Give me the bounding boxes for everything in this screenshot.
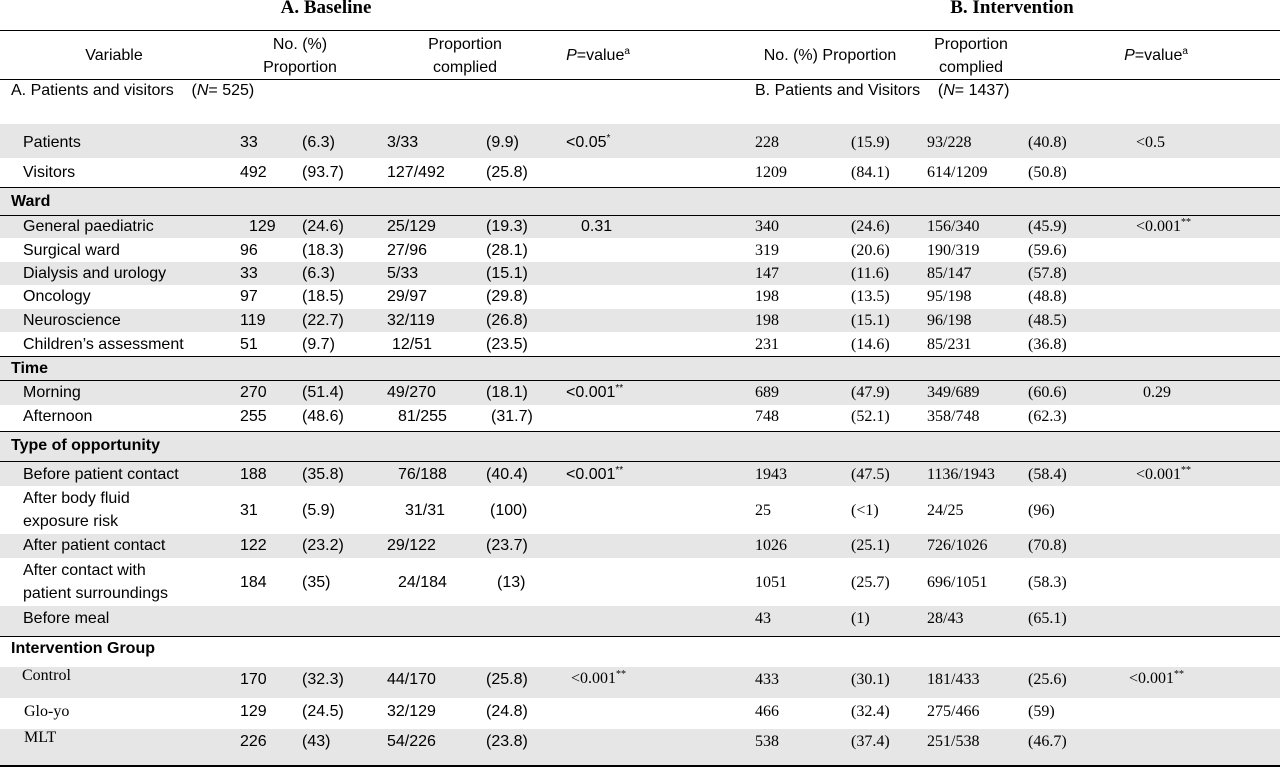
value-count: 33 bbox=[240, 134, 258, 151]
value-complied: 349/689 bbox=[927, 384, 980, 401]
p-value-intervention: <0.001** bbox=[1136, 465, 1192, 483]
row-label: Morning bbox=[23, 384, 81, 401]
value-complied-percent: (26.8) bbox=[486, 312, 528, 329]
value-complied-percent: (48.8) bbox=[1028, 288, 1067, 305]
value-count: 170 bbox=[240, 671, 267, 688]
value-count: 1026 bbox=[755, 537, 787, 554]
value-count: 122 bbox=[240, 537, 267, 554]
value-percent: (47.9) bbox=[851, 384, 890, 401]
value-count: 97 bbox=[240, 288, 258, 305]
value-percent: (51.4) bbox=[302, 384, 344, 401]
value-count: 33 bbox=[240, 265, 258, 282]
value-percent: (15.9) bbox=[851, 134, 890, 151]
row-label: After patient contact bbox=[23, 537, 166, 554]
value-complied-percent: (48.5) bbox=[1028, 312, 1067, 329]
value-complied-percent: (13) bbox=[497, 574, 526, 591]
value-percent: (11.6) bbox=[851, 265, 890, 282]
value-complied: 358/748 bbox=[927, 408, 980, 425]
value-count: 119 bbox=[240, 312, 266, 329]
group-b-label: B. Patients and Visitors (N= 1437) bbox=[755, 82, 1010, 99]
value-percent: (24.5) bbox=[302, 703, 344, 720]
rule-header bbox=[0, 79, 1280, 80]
rule-type-sub bbox=[0, 461, 1280, 462]
value-percent: (25.1) bbox=[851, 537, 890, 554]
value-complied-percent: (40.4) bbox=[486, 466, 528, 483]
value-count: 492 bbox=[240, 164, 267, 181]
value-complied-percent: (24.8) bbox=[486, 703, 528, 720]
value-complied: 251/538 bbox=[927, 733, 980, 750]
value-complied-percent: (23.7) bbox=[486, 537, 528, 554]
value-percent: (1) bbox=[851, 610, 870, 627]
rule-top bbox=[0, 30, 1280, 31]
group-a-label: A. Patients and visitors (N= 525) bbox=[11, 82, 255, 99]
value-complied-percent: (36.8) bbox=[1028, 336, 1067, 353]
value-count: 538 bbox=[755, 733, 779, 750]
row-band-after-contact bbox=[0, 534, 1280, 558]
value-percent: (14.6) bbox=[851, 336, 890, 353]
p-value-intervention: <0.001** bbox=[1136, 217, 1192, 235]
value-complied: 44/170 bbox=[387, 671, 436, 688]
value-complied-percent: (45.9) bbox=[1028, 218, 1067, 235]
row-band-mlt bbox=[0, 729, 1280, 765]
value-complied-percent: (70.8) bbox=[1028, 537, 1067, 554]
row-band-gen-paed bbox=[0, 216, 1280, 238]
value-complied: 96/198 bbox=[927, 312, 972, 329]
value-count: 188 bbox=[240, 466, 267, 483]
row-label: patient surroundings bbox=[23, 585, 168, 602]
row-label: Before meal bbox=[23, 610, 110, 627]
value-complied: 32/119 bbox=[387, 312, 435, 329]
row-label: Oncology bbox=[23, 288, 91, 305]
row-label: General paediatric bbox=[23, 218, 154, 235]
value-count: 51 bbox=[240, 336, 258, 353]
value-count: 466 bbox=[755, 703, 779, 720]
value-complied: 76/188 bbox=[398, 466, 447, 483]
value-complied: 28/43 bbox=[927, 610, 964, 627]
value-complied: 31/31 bbox=[405, 502, 446, 519]
value-percent: (48.6) bbox=[302, 408, 344, 425]
value-percent: (9.7) bbox=[302, 336, 335, 353]
p-value-baseline: 0.31 bbox=[581, 218, 613, 235]
header-variable: Variable bbox=[85, 47, 143, 64]
value-percent: (47.5) bbox=[851, 466, 890, 483]
p-value-baseline: <0.001** bbox=[566, 383, 624, 401]
value-complied: 32/129 bbox=[387, 703, 436, 720]
row-label: Surgical ward bbox=[23, 242, 120, 259]
row-label: Glo-yo bbox=[24, 703, 70, 720]
header-baseline-no: No. (%) Proportion bbox=[263, 36, 337, 76]
value-count: 1209 bbox=[755, 164, 787, 181]
value-complied-percent: (29.8) bbox=[486, 288, 528, 305]
value-complied: 93/228 bbox=[927, 134, 972, 151]
value-complied-percent: (9.9) bbox=[486, 134, 519, 151]
value-complied: 696/1051 bbox=[927, 574, 988, 591]
value-percent: (6.3) bbox=[302, 134, 335, 151]
value-count: 228 bbox=[755, 134, 779, 151]
value-complied: 27/96 bbox=[387, 242, 428, 259]
value-complied-percent: (46.7) bbox=[1028, 733, 1067, 750]
value-complied: 275/466 bbox=[927, 703, 980, 720]
value-complied: 181/433 bbox=[927, 671, 980, 688]
value-complied: 127/492 bbox=[387, 164, 445, 181]
value-complied: 190/319 bbox=[927, 242, 980, 259]
p-value-intervention: 0.29 bbox=[1143, 384, 1171, 401]
p-value-intervention: <0.001** bbox=[1129, 669, 1185, 687]
value-count: 198 bbox=[755, 312, 779, 329]
p-value-baseline: <0.001** bbox=[566, 465, 624, 483]
value-percent: (18.3) bbox=[302, 242, 344, 259]
value-percent: (37.4) bbox=[851, 733, 890, 750]
section-ward: Ward bbox=[11, 193, 51, 210]
value-complied-percent: (65.1) bbox=[1028, 610, 1067, 627]
value-count: 340 bbox=[755, 218, 779, 235]
value-complied: 156/340 bbox=[927, 218, 980, 235]
value-complied-percent: (62.3) bbox=[1028, 408, 1067, 425]
row-label: After contact with bbox=[23, 562, 146, 579]
value-percent: (43) bbox=[302, 733, 331, 750]
value-complied: 54/226 bbox=[387, 733, 436, 750]
value-count: 25 bbox=[755, 502, 771, 519]
p-value-baseline: <0.05* bbox=[566, 133, 611, 151]
value-percent: (32.3) bbox=[302, 671, 344, 688]
value-percent: (93.7) bbox=[302, 164, 344, 181]
value-complied-percent: (58.4) bbox=[1028, 466, 1067, 483]
row-label: Before patient contact bbox=[23, 466, 179, 483]
value-percent: (35) bbox=[302, 574, 331, 591]
value-percent: (13.5) bbox=[851, 288, 890, 305]
section-time: Time bbox=[11, 360, 49, 377]
header-intervention-p: P=value$^a$ bbox=[1124, 46, 1188, 64]
value-complied: 49/270 bbox=[387, 384, 436, 401]
value-percent: (30.1) bbox=[851, 671, 890, 688]
value-complied-percent: (18.1) bbox=[486, 384, 528, 401]
value-complied-percent: (28.1) bbox=[486, 242, 528, 259]
value-complied-percent: (59) bbox=[1028, 703, 1055, 720]
value-percent: (5.9) bbox=[302, 502, 335, 519]
value-complied-percent: (58.3) bbox=[1028, 574, 1067, 591]
value-complied: 24/25 bbox=[927, 502, 964, 519]
value-complied: 5/33 bbox=[387, 265, 419, 282]
row-label: Visitors bbox=[23, 164, 76, 181]
value-percent: (52.1) bbox=[851, 408, 890, 425]
header-intervention-no: No. (%) Proportion bbox=[763, 47, 897, 64]
value-percent: (84.1) bbox=[851, 164, 890, 181]
value-count: 255 bbox=[240, 408, 267, 425]
section-type: Type of opportunity bbox=[11, 437, 161, 454]
value-percent: (25.7) bbox=[851, 574, 890, 591]
value-count: 689 bbox=[755, 384, 779, 401]
value-complied-percent: (60.6) bbox=[1028, 384, 1067, 401]
value-complied: 726/1026 bbox=[927, 537, 988, 554]
value-percent: (24.6) bbox=[851, 218, 890, 235]
value-percent: (22.7) bbox=[302, 312, 344, 329]
value-count: 1051 bbox=[755, 574, 787, 591]
rule-ward bbox=[0, 187, 1280, 188]
value-complied: 85/231 bbox=[927, 336, 972, 353]
value-count: 226 bbox=[240, 733, 267, 750]
header-intervention-complied: Proportion complied bbox=[934, 36, 1008, 76]
value-count: 129 bbox=[249, 218, 276, 235]
value-count: 1943 bbox=[755, 466, 787, 483]
baseline-title: A. Baseline bbox=[280, 0, 372, 18]
value-complied-percent: (23.5) bbox=[486, 336, 528, 353]
value-complied-percent: (23.8) bbox=[486, 733, 528, 750]
value-complied: 85/147 bbox=[927, 265, 972, 282]
row-band-time bbox=[0, 357, 1280, 380]
value-count: 96 bbox=[240, 242, 258, 259]
value-complied-percent: (19.3) bbox=[486, 218, 528, 235]
value-count: 184 bbox=[240, 574, 267, 591]
value-complied-percent: (15.1) bbox=[486, 265, 528, 282]
rule-time-sub bbox=[0, 380, 1280, 381]
p-value-baseline: <0.001** bbox=[571, 669, 627, 687]
row-band-patients bbox=[0, 124, 1280, 158]
rule-time bbox=[0, 356, 1280, 357]
value-complied-percent: (25.8) bbox=[486, 671, 528, 688]
value-percent: (<1) bbox=[851, 502, 879, 519]
header-baseline-p: P=value$^a$ bbox=[566, 46, 630, 64]
value-complied-percent: (25.8) bbox=[486, 164, 528, 181]
row-band-before-contact bbox=[0, 462, 1280, 486]
row-label: After body fluid bbox=[23, 490, 130, 507]
value-complied: 29/122 bbox=[387, 537, 436, 554]
intervention-title: B. Intervention bbox=[950, 0, 1074, 18]
value-complied: 24/184 bbox=[398, 574, 447, 591]
row-label: Control bbox=[22, 667, 71, 684]
value-percent: (35.8) bbox=[302, 466, 344, 483]
header-baseline-complied: Proportion complied bbox=[428, 36, 502, 76]
row-band-dialysis bbox=[0, 262, 1280, 285]
value-percent: (18.5) bbox=[302, 288, 344, 305]
value-complied-percent: (57.8) bbox=[1028, 265, 1067, 282]
value-count: 129 bbox=[240, 703, 267, 720]
section-intervention-group: Intervention Group bbox=[11, 640, 155, 657]
row-band-type bbox=[0, 432, 1280, 461]
row-band-before-meal bbox=[0, 606, 1280, 636]
value-complied-percent: (100) bbox=[490, 502, 528, 519]
row-label: Afternoon bbox=[23, 408, 93, 425]
row-label: Dialysis and urology bbox=[23, 265, 167, 282]
value-count: 198 bbox=[755, 288, 779, 305]
rule-ward-sub bbox=[0, 215, 1280, 216]
value-complied: 25/129 bbox=[387, 218, 436, 235]
p-value-intervention: <0.5 bbox=[1136, 134, 1166, 151]
value-complied: 29/97 bbox=[387, 288, 428, 305]
value-count: 748 bbox=[755, 408, 779, 425]
value-complied-percent: (59.6) bbox=[1028, 242, 1067, 259]
row-band-control bbox=[0, 667, 1280, 698]
value-percent: (6.3) bbox=[302, 265, 335, 282]
row-band-ward bbox=[0, 188, 1280, 215]
row-label: Children’s assessment bbox=[23, 336, 184, 353]
value-complied: 95/198 bbox=[927, 288, 972, 305]
value-complied-percent: (96) bbox=[1028, 502, 1055, 519]
value-complied-percent: (50.8) bbox=[1028, 164, 1067, 181]
value-complied: 3/33 bbox=[387, 134, 419, 151]
value-complied-percent: (40.8) bbox=[1028, 134, 1067, 151]
value-percent: (23.2) bbox=[302, 537, 344, 554]
value-percent: (32.4) bbox=[851, 703, 890, 720]
rule-type bbox=[0, 431, 1280, 432]
value-count: 147 bbox=[755, 265, 779, 282]
value-count: 31 bbox=[240, 502, 258, 519]
value-count: 43 bbox=[755, 610, 771, 627]
row-band-morning bbox=[0, 381, 1280, 405]
value-count: 270 bbox=[240, 384, 267, 401]
value-complied-percent: (31.7) bbox=[491, 408, 533, 425]
value-complied: 1136/1943 bbox=[927, 466, 995, 483]
value-complied: 614/1209 bbox=[927, 164, 988, 181]
value-percent: (15.1) bbox=[851, 312, 890, 329]
row-label: exposure risk bbox=[23, 513, 119, 530]
value-complied: 81/255 bbox=[398, 408, 447, 425]
row-band-neuro bbox=[0, 309, 1280, 332]
value-count: 433 bbox=[755, 671, 779, 688]
value-count: 231 bbox=[755, 336, 779, 353]
row-label: Neuroscience bbox=[23, 312, 121, 329]
value-complied-percent: (25.6) bbox=[1028, 671, 1067, 688]
value-percent: (20.6) bbox=[851, 242, 890, 259]
value-percent: (24.6) bbox=[302, 218, 344, 235]
row-label: MLT bbox=[24, 729, 57, 746]
value-complied: 12/51 bbox=[392, 336, 433, 353]
row-label: Patients bbox=[23, 134, 81, 151]
value-count: 319 bbox=[755, 242, 779, 259]
rule-group bbox=[0, 636, 1280, 637]
